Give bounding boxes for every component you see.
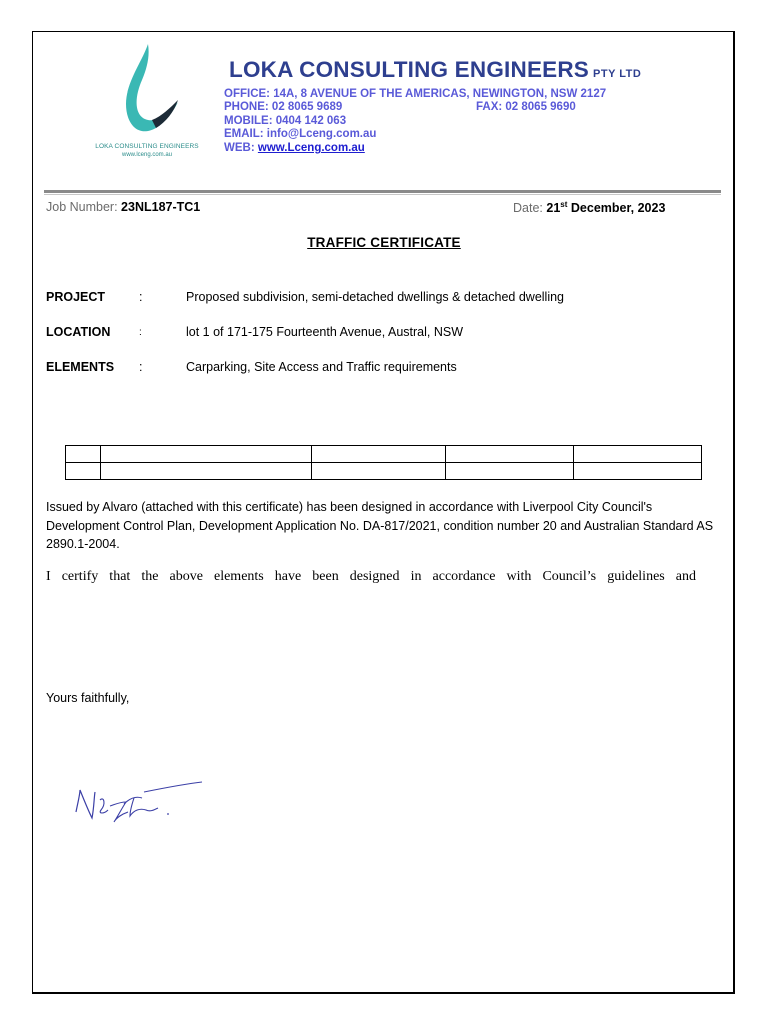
certification-statement: I certify that the above elements have been designed in accordance with Council’s guidelines and — [46, 569, 696, 584]
table-cell — [100, 446, 311, 463]
table-cell — [66, 463, 101, 480]
office-address: OFFICE: 14A, 8 AVENUE OF THE AMERICAS, NEWINGTON, NSW 2127 — [224, 88, 607, 100]
date-rest: December, 2023 — [570, 201, 666, 216]
certificate-title: TRAFFIC CERTIFICATE — [307, 235, 461, 250]
table-cell — [445, 446, 574, 463]
table-cell — [445, 463, 574, 480]
logo-company-name: LOKA CONSULTING ENGINEERS — [95, 143, 199, 150]
website-line — [224, 142, 365, 154]
table-cell — [312, 463, 446, 480]
project-value: Proposed subdivision, semi-detached dwellings & detached dwelling — [186, 290, 565, 304]
company-name-text: LOKA CONSULTING ENGINEERS — [229, 57, 590, 82]
table-cell — [312, 446, 446, 463]
table-cell — [574, 463, 702, 480]
table-cell — [574, 446, 702, 463]
header-divider — [44, 190, 721, 193]
email-address: EMAIL: info@Lceng.com.au — [224, 128, 377, 140]
certificate-date — [513, 200, 665, 215]
closing-line: Yours faithfully, — [46, 691, 130, 705]
table-row — [66, 446, 702, 463]
project-label: PROJECT — [46, 290, 106, 304]
job-number-value: 23NL187-TC1 — [121, 200, 201, 214]
issued-paragraph: Issued by Alvaro (attached with this certificate) has been designed in accordance with Liverpool City Council's Development Control Plan, Development Application No. DA-817/2021, condition number 20 and Australian Standard AS 2890.1-2004. — [46, 500, 714, 551]
table-cell — [66, 446, 101, 463]
elements-value: Carparking, Site Access and Traffic requirements — [186, 360, 457, 374]
signature — [68, 778, 208, 839]
table-cell — [100, 463, 311, 480]
elements-colon: : — [139, 360, 143, 374]
table-row — [66, 463, 702, 480]
drawing-register-table — [65, 445, 702, 480]
website-label: WEB: — [224, 142, 255, 154]
date-label: Date: — [513, 201, 543, 216]
phone-number: PHONE: 02 8065 9689 — [224, 101, 343, 113]
logo-website: www.lceng.com.au — [121, 152, 173, 158]
company-suffix: PTY LTD — [593, 68, 642, 80]
elements-label: ELEMENTS — [46, 360, 115, 374]
company-logo — [86, 42, 202, 162]
job-number — [46, 200, 200, 214]
date-day: 21 — [546, 201, 561, 216]
location-colon: : — [139, 327, 142, 338]
date-suffix: st — [560, 200, 568, 209]
job-number-label: Job Number: — [46, 200, 118, 214]
project-colon: : — [139, 290, 143, 304]
mobile-number: MOBILE: 0404 142 063 — [224, 115, 347, 127]
location-value: lot 1 of 171-175 Fourteenth Avenue, Austral, NSW — [186, 325, 464, 339]
logo-swoosh-icon — [112, 42, 182, 140]
company-name — [229, 57, 641, 83]
fax-number: FAX: 02 8065 9690 — [476, 101, 576, 113]
header-divider-thin — [44, 194, 721, 195]
location-label: LOCATION — [46, 325, 111, 339]
signature-mark-icon — [68, 778, 208, 834]
website-link[interactable]: www.Lceng.com.au — [257, 142, 365, 154]
